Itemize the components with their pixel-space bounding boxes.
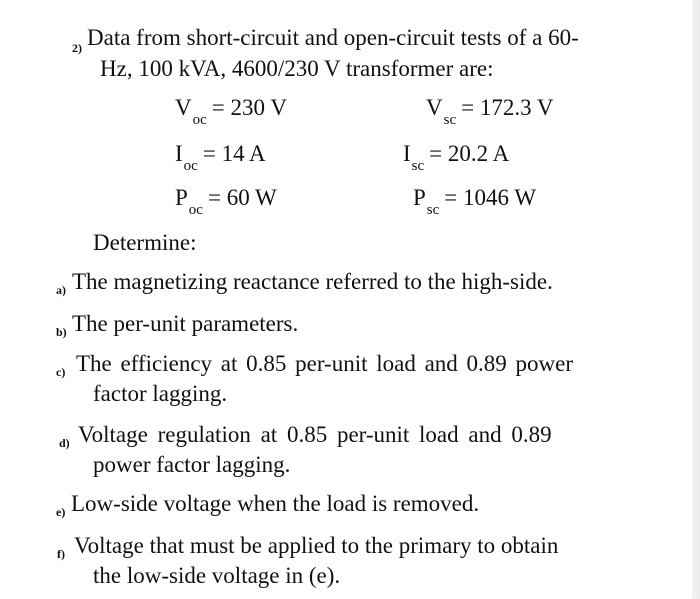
eq-ioc-sub: oc <box>183 158 198 174</box>
eq-psc-sub: sc <box>426 202 440 218</box>
eq-poc <box>175 184 277 218</box>
item-c-text-line1: The efficiency at 0.85 per-unit load and 0.89 power <box>76 351 574 376</box>
item-c-marker: c) <box>56 365 66 379</box>
problem-intro-line1: Data from short-circuit and open-circuit tests of a 60- <box>87 25 579 50</box>
eq-psc <box>413 184 537 218</box>
item-d-text-line2: power factor lagging. <box>93 452 291 477</box>
eq-vsc <box>426 94 554 128</box>
problem-number: 2) <box>72 41 82 55</box>
eq-vsc-letter: V <box>426 95 443 120</box>
eq-voc-value: = 230 V <box>211 95 287 120</box>
item-d-text-line1: Voltage regulation at 0.85 per-unit load and 0.89 <box>78 422 552 447</box>
eq-poc-sub: oc <box>188 202 203 218</box>
eq-psc-value: = 1046 W <box>444 185 537 210</box>
eq-vsc-sub: sc <box>443 112 457 128</box>
eq-vsc-value: = 172.3 V <box>461 95 554 120</box>
eq-isc-value: = 20.2 A <box>429 141 510 166</box>
item-b-text: The per-unit parameters. <box>72 311 299 336</box>
eq-ioc-letter: I <box>175 141 183 166</box>
eq-poc-value: = 60 W <box>207 185 277 210</box>
eq-isc-letter: I <box>403 141 411 166</box>
item-a-text: The magnetizing reactance referred to the high-side. <box>72 269 553 294</box>
item-f-text-line2: the low-side voltage in (e). <box>93 563 341 588</box>
eq-isc-sub: sc <box>411 158 425 174</box>
page-edge <box>692 0 700 599</box>
eq-ioc <box>175 140 266 174</box>
item-b-marker: b) <box>56 325 67 339</box>
eq-psc-letter: P <box>413 185 426 210</box>
item-d-marker: d) <box>59 436 70 450</box>
item-f-text-line1: Voltage that must be applied to the primary to obtain <box>74 533 559 558</box>
problem-intro-line2: Hz, 100 kVA, 4600/230 V transformer are: <box>100 56 494 81</box>
item-a-marker: a) <box>56 283 66 297</box>
eq-ioc-value: = 14 A <box>202 141 266 166</box>
eq-voc-sub: oc <box>192 112 207 128</box>
item-c-text-line2: factor lagging. <box>93 381 228 406</box>
eq-poc-letter: P <box>175 185 188 210</box>
item-e-marker: e) <box>56 505 66 519</box>
item-f-marker: f) <box>57 547 65 561</box>
item-e-text: Low-side voltage when the load is removed. <box>71 491 480 516</box>
eq-isc <box>403 140 510 174</box>
eq-voc <box>175 94 287 128</box>
eq-voc-letter: V <box>175 95 192 120</box>
determine-label: Determine: <box>93 230 197 255</box>
